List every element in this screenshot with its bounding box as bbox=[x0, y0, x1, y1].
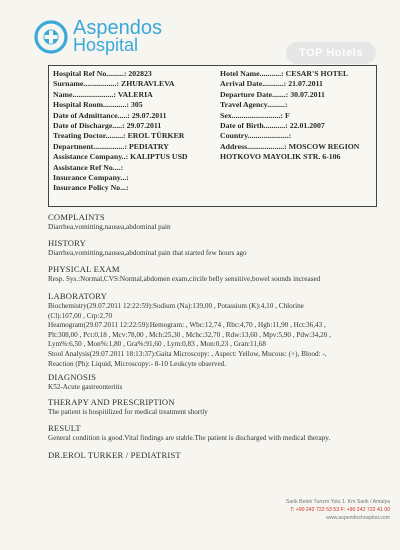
patient-info-label: Insurance Company...: bbox=[53, 173, 129, 183]
patient-info-value: 22.01.2007 bbox=[289, 121, 325, 131]
patient-info-row bbox=[220, 100, 359, 110]
therapy-section bbox=[48, 397, 388, 418]
therapy-heading: THERAPY AND PRESCRIPTION bbox=[48, 397, 175, 407]
patient-info-left-column bbox=[53, 69, 188, 194]
patient-info-row bbox=[53, 173, 188, 183]
diagnosis-section bbox=[48, 372, 388, 393]
patient-info-row bbox=[53, 142, 188, 152]
patient-info-label: Country.....................: bbox=[220, 131, 292, 141]
history-heading: HISTORY bbox=[48, 238, 87, 248]
patient-info-value: KALIPTUS USD bbox=[130, 152, 188, 162]
patient-info-row bbox=[53, 79, 188, 89]
footer-phone: T: +90 242 722 53 53 F: +90 242 722 41 00 bbox=[290, 507, 390, 513]
patient-info-label: Date of Birth...........: bbox=[220, 121, 288, 131]
patient-info-value: MOSCOW REGION bbox=[288, 141, 360, 151]
laboratory-line: Reaction (Ph): Liquid, Microscopy:- 8-10 Leukcyte observed. bbox=[48, 359, 227, 368]
patient-info-row bbox=[53, 183, 188, 193]
laboratory-line: (Cl):107,00 , Crp:2,70 bbox=[48, 311, 113, 320]
patient-info-label: Date of Discharge.....: bbox=[53, 121, 125, 131]
patient-info-label: Assistance Company..: bbox=[53, 152, 129, 162]
patient-info-label: Hospital Room............: bbox=[53, 100, 130, 110]
patient-info-label: Address...................: bbox=[220, 141, 287, 151]
laboratory-line: Plt:308,00 , Pct:0,18 , Mcv:78,00 , Mch:25,30 , Mchc:32,70 , Rdw:13,60 , Mpv:5,90 , Pdw:34,20 , bbox=[48, 330, 331, 339]
diagnosis-heading: DIAGNOSIS bbox=[48, 372, 97, 382]
diagnosis-text: K52-Acute gastreonteritis bbox=[48, 383, 123, 391]
laboratory-section bbox=[48, 291, 388, 369]
patient-info-row bbox=[220, 152, 359, 162]
patient-info-row bbox=[220, 79, 359, 89]
logo-name: Aspendos bbox=[73, 17, 162, 39]
patient-info-value: ZHURAVLEVA bbox=[121, 79, 175, 89]
patient-info-row bbox=[220, 111, 359, 121]
laboratory-line: Biochemistry(29.07.2011 12:22:59):Sodium (Na):139,00 , Potassium (K):4,10 , Chlorine bbox=[48, 302, 304, 310]
signature-section bbox=[48, 450, 388, 461]
hospital-footer bbox=[248, 498, 390, 522]
laboratory-line: Stool Analysis(29.07.2011 18:13:37):Gaita Microscopy: , Aspect: Yellow, Mucous: (+), Blood: -, bbox=[48, 349, 327, 358]
hospital-logo-icon bbox=[34, 20, 68, 54]
result-section bbox=[48, 423, 388, 444]
patient-info-label: Insurance Policy No...: bbox=[53, 183, 129, 193]
physical-exam-heading: PHYSICAL EXAM bbox=[48, 264, 120, 274]
patient-info-label: Date of Admittance.....: bbox=[53, 110, 130, 120]
complaints-heading: COMPLAINTS bbox=[48, 212, 105, 222]
patient-info-row bbox=[53, 69, 188, 79]
physical-exam-section bbox=[48, 264, 388, 285]
laboratory-line: Heamogram(29.07.2011 12:22:59):Hemogram: , Wbc:12,74 , Rbc:4,70 , Hgb:11,90 , Hct:36,43 , bbox=[48, 321, 326, 330]
patient-info-row bbox=[53, 111, 188, 121]
footer-address: Sarik Belek Turizm Yolu 1. Km Sarik / Antalya bbox=[285, 499, 390, 505]
patient-info-label: Departure Date.......: bbox=[220, 89, 289, 99]
patient-info-label: Arrival Date...........: bbox=[220, 79, 287, 89]
therapy-text: The patient is hospitilized for medical treatment shortly bbox=[48, 408, 208, 416]
patient-info-label: Sex.........................: bbox=[220, 110, 284, 120]
complaints-text: Diarrhea,vomitting,nausea,abdominal pain bbox=[48, 223, 171, 231]
history-section bbox=[48, 238, 388, 259]
result-heading: RESULT bbox=[48, 423, 81, 433]
patient-info-label: Assistance Ref No....: bbox=[53, 162, 124, 172]
patient-info-value: 21.07.2011 bbox=[288, 79, 323, 89]
patient-info-value: HOTKOVO MAYOLIK STR. 6-106 bbox=[220, 152, 341, 162]
patient-info-row bbox=[53, 163, 188, 173]
patient-info-value: VALERIA bbox=[117, 89, 153, 99]
patient-info-row bbox=[220, 142, 359, 152]
patient-info-right-column bbox=[220, 69, 359, 163]
patient-info-value: 30.07.2011 bbox=[290, 89, 325, 99]
patient-info-row bbox=[220, 131, 359, 141]
patient-info-value: 29.07.2011 bbox=[131, 110, 167, 120]
patient-info-label: Hospital Ref No.........: bbox=[53, 69, 127, 78]
patient-info-label: Surname.................: bbox=[53, 79, 120, 89]
patient-info-row bbox=[53, 90, 188, 100]
patient-info-box bbox=[48, 65, 377, 207]
patient-info-row bbox=[220, 121, 359, 131]
logo-subtitle: Hospital bbox=[73, 35, 139, 55]
patient-info-value: 29.07.2011 bbox=[126, 121, 162, 131]
patient-info-row bbox=[53, 152, 188, 162]
patient-info-value: F bbox=[284, 110, 290, 120]
patient-info-row bbox=[220, 90, 359, 100]
patient-info-label: Treating Doctor.........: bbox=[53, 131, 126, 141]
patient-info-row bbox=[220, 69, 359, 79]
laboratory-line: Lym%:6,50 , Mon%:1,80 , Gra%:91,60 , Lym:0,83 , Mon:0,23 , Gran:11,68 bbox=[48, 340, 266, 349]
doctor-signature: DR.EROL TURKER / PEDIATRIST bbox=[48, 450, 181, 460]
laboratory-heading: LABORATORY bbox=[48, 291, 108, 301]
physical-exam-text: Resp. Sys.:Normal,CVS:Normal,abdomen exam,circile belly sensitive,bowel sounds increased bbox=[48, 275, 321, 283]
patient-info-value: 305 bbox=[130, 100, 143, 110]
patient-info-row bbox=[53, 121, 188, 131]
watermark: TOP Hotels bbox=[286, 42, 376, 64]
patient-info-value: EROL TÜRKER bbox=[127, 131, 185, 141]
patient-info-label: Travel Agency.........: bbox=[220, 100, 288, 110]
patient-info-value: CESAR'S HOTEL bbox=[285, 69, 349, 78]
patient-info-label: Department................: bbox=[53, 141, 128, 151]
patient-info-label: Name.....................: bbox=[53, 89, 117, 99]
patient-info-row bbox=[53, 100, 188, 110]
result-text: General condition is good.Vital findings are stable.The patient is discharged with medical therapy. bbox=[48, 434, 331, 442]
patient-info-row bbox=[53, 131, 188, 141]
patient-info-value: PEDIATRY bbox=[129, 141, 169, 151]
complaints-section bbox=[48, 212, 388, 233]
patient-info-label: Hotel Name...........: bbox=[220, 69, 284, 78]
patient-info-value: 202823 bbox=[128, 69, 152, 78]
hospital-logo bbox=[34, 17, 162, 55]
footer-website: www.aspendoshospital.com bbox=[325, 515, 390, 521]
history-text: Diarrhea,vomitting,nausea,abdominal pain that started few hours ago bbox=[48, 249, 247, 257]
